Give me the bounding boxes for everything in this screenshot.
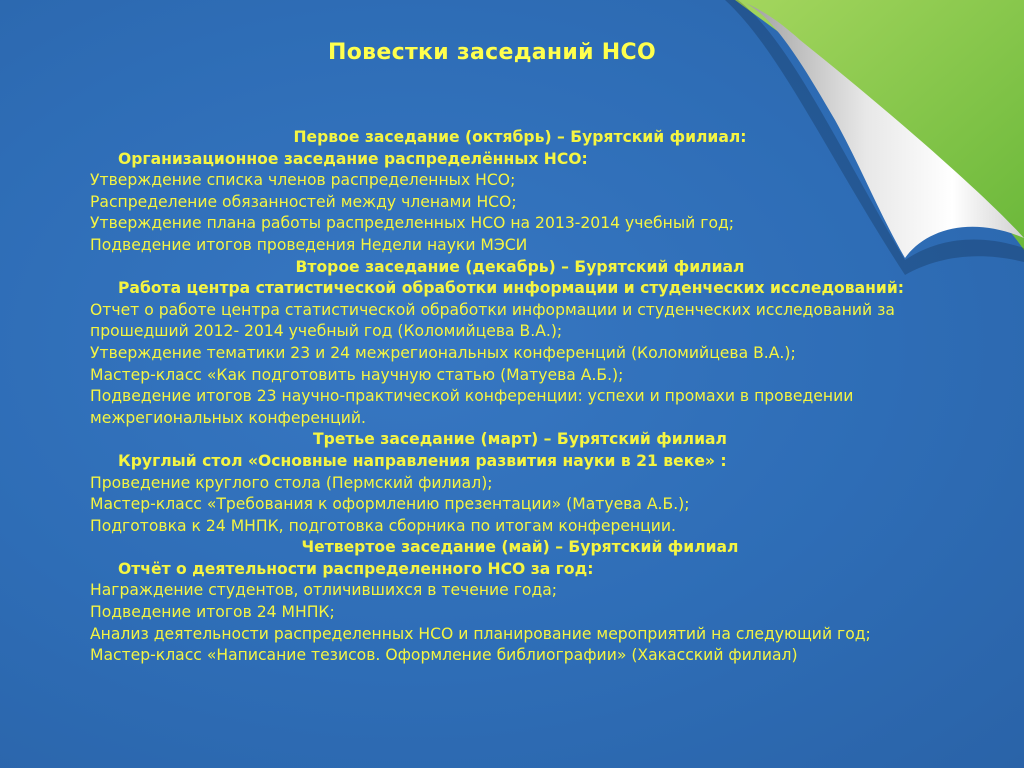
list-item: Подведение итогов 23 научно-практической конференции: успехи и промахи в проведении межрегиональных конференций. (90, 387, 854, 427)
list-item: Анализ деятельности распределенных НСО и планирование мероприятий на следующий год; (90, 624, 871, 643)
list-item: Мастер-класс «Требования к оформлению презентации» (Матуева А.Б.); (90, 495, 690, 514)
list-item: Мастер-класс «Написание тезисов. Оформление библиографии» (Хакасский филиал) (90, 646, 798, 665)
list-item: Отчет о работе центра статистической обработки информации и студенческих исследований за прошедший 2012- 2014 учебный год (Коломийцева В.А.); (90, 300, 895, 341)
meeting-2-topic: Работа центра статистической обработки информации и студенческих исследований: (118, 279, 905, 298)
list-item: Проведение круглого стола (Пермский филиал); (90, 473, 493, 492)
page-title: Повестки заседаний НСО (328, 40, 656, 65)
list-item: Утверждение плана работы распределенных НСО на 2013-2014 учебный год; (90, 214, 735, 233)
meeting-3-topic: Круглый стол «Основные направления развития науки в 21 веке» : (118, 451, 727, 470)
agenda-content (90, 127, 980, 667)
list-item: Подведение итогов 24 МНПК; (90, 603, 335, 622)
list-item: Награждение студентов, отличившихся в течение года; (90, 581, 558, 600)
meeting-4-heading: Четвертое заседание (май) – Бурятский филиал (301, 538, 739, 557)
list-item: Мастер-класс «Как подготовить научную статью (Матуева А.Б.); (90, 365, 624, 384)
meeting-1-topic: Организационное заседание распределённых НСО: (118, 149, 588, 168)
list-item: Утверждение списка членов распределенных НСО; (90, 171, 516, 190)
list-item: Утверждение тематики 23 и 24 межрегиональных конференций (Коломийцева В.А.); (90, 343, 796, 362)
list-item: Подведение итогов проведения Недели науки МЭСИ (90, 235, 528, 254)
meeting-2-heading: Второе заседание (декабрь) – Бурятский филиал (295, 257, 745, 276)
meeting-1-heading: Первое заседание (октябрь) – Бурятский филиал: (293, 128, 747, 146)
list-item: Подготовка к 24 МНПК, подготовка сборника по итогам конференции. (90, 516, 677, 535)
list-item: Распределение обязанностей между членами НСО; (90, 192, 517, 211)
meeting-3-heading: Третье заседание (март) – Бурятский филиал (313, 430, 727, 449)
meeting-4-topic: Отчёт о деятельности распределенного НСО за год: (118, 559, 594, 578)
